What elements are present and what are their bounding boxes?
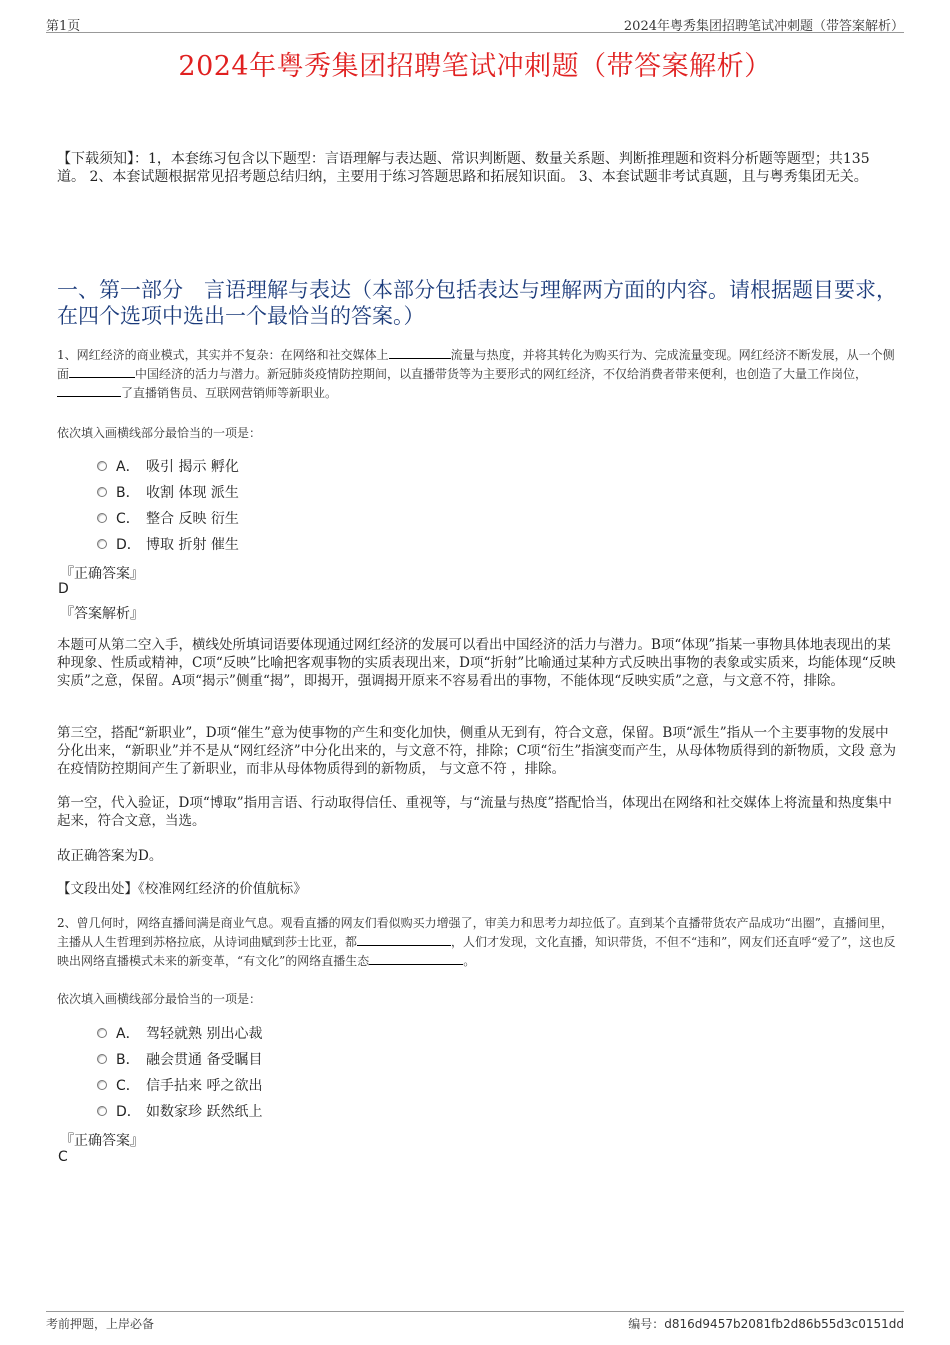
- radio-icon[interactable]: [97, 461, 107, 471]
- question-2-prompt: 依次填入画横线部分最恰当的一项是：: [57, 992, 262, 1006]
- question-2-part-3: 。: [463, 954, 476, 968]
- radio-icon[interactable]: [97, 1080, 107, 1090]
- question-2-text: [57, 914, 897, 971]
- fill-blank-1: [389, 346, 451, 359]
- analysis-paragraph: 本题可从第二空入手，横线处所填词语要体现通过网红经济的发展可以看出中国经济的活力与潜力。B项“体现”指某一事物具体地表现出的某种现象、性质或精神，C项“反映”比喻把客观事物的实质表现出来，D项“折射”比喻通过某种方式反映出事物的表象或实质来，均能体现“反映实质”之意，保留。A项“揭示”侧重“揭”，即揭开，强调揭开原来不容易看出的事物，不能体现“反映实质”之意，与文意不符，排除。: [57, 637, 896, 689]
- download-notice: 【下载须知】：1，本套练习包含以下题型：言语理解与表达题、常识判断题、数量关系题、判断推理题和资料分析题等题型；共135道。 2、本套试题根据常见招考题总结归纳，主要用于练习答题思路和拓展知识面。 3、本套试题非考试真题，且与粤秀集团无关。: [57, 151, 870, 185]
- correct-answer: D: [58, 581, 69, 597]
- option-letter: C．: [116, 1078, 140, 1094]
- radio-icon[interactable]: [97, 539, 107, 549]
- option-a[interactable]: [97, 1020, 262, 1046]
- header-doc-title: 2024年粤秀集团招聘笔试冲刺题（带答案解析）: [623, 19, 904, 34]
- document-code: [628, 1315, 904, 1332]
- radio-icon[interactable]: [97, 1106, 107, 1116]
- fill-blank-3: [57, 384, 121, 397]
- question-2-options: [97, 1020, 262, 1124]
- analysis-conclusion: 故正确答案为D。: [57, 848, 163, 864]
- answer-label: 『正确答案』: [60, 566, 144, 582]
- option-letter: D．: [116, 1104, 141, 1120]
- section-title: 一、第一部分 言语理解与表达（本部分包括表达与理解两方面的内容。请根据题目要求，在四个选项中选出一个最恰当的答案。）: [57, 278, 897, 328]
- option-text: 驾轻就熟 别出心裁: [146, 1026, 263, 1042]
- option-text: 信手拈来 呼之欲出: [146, 1078, 263, 1094]
- radio-icon[interactable]: [97, 513, 107, 523]
- question-2-part-1: 2、曾几何时，网络直播间满是商业气息。观看直播的网友们看似购买力增强了，审美力和思考力却拉低了。直到某个直播带货农产品成功“出圈”，直播间里，主播从人生哲理到苏格拉底，从诗词曲赋到莎士比亚，都: [57, 916, 893, 949]
- code-label: 编号：: [628, 1317, 665, 1331]
- radio-icon[interactable]: [97, 1054, 107, 1064]
- question-1-part-2: 流量与热度，并将其转化为购买行为、完成流量变现。网红经济不断发展，从一个侧面: [57, 348, 895, 381]
- footer-slogan: 考前押题，上岸必备: [46, 1317, 155, 1331]
- question-1-part-1: 1、网红经济的商业模式，其实并不复杂：在网络和社交媒体上: [57, 348, 389, 362]
- option-letter: C．: [116, 511, 140, 527]
- option-letter: B．: [116, 485, 140, 501]
- option-d[interactable]: [97, 531, 239, 557]
- option-text: 吸引 揭示 孵化: [146, 459, 239, 475]
- question-1-part-4: 了直播销售员、互联网营销师等新职业。: [121, 386, 338, 400]
- question-1-prompt: 依次填入画横线部分最恰当的一项是：: [57, 426, 262, 440]
- option-a[interactable]: [97, 453, 239, 479]
- option-b[interactable]: [97, 479, 239, 505]
- fill-blank-2: [69, 365, 135, 378]
- option-c[interactable]: [97, 505, 239, 531]
- analysis-label: 『答案解析』: [60, 606, 144, 622]
- question-1-options: [97, 453, 239, 557]
- question-1-part-3: 中国经济的活力与潜力。新冠肺炎疫情防控期间，以直播带货等为主要形式的网红经济，不仅给消费者带来便利，也创造了大量工作岗位，: [135, 367, 868, 381]
- page-title: 2024年粤秀集团招聘笔试冲刺题（带答案解析）: [178, 51, 772, 82]
- option-letter: A．: [116, 459, 140, 475]
- option-letter: A．: [116, 1026, 140, 1042]
- question-1-text: [57, 346, 897, 403]
- page-footer: [46, 1311, 904, 1332]
- option-letter: D．: [116, 537, 141, 553]
- radio-icon[interactable]: [97, 1028, 107, 1038]
- option-text: 如数家珍 跃然纸上: [146, 1104, 263, 1120]
- analysis-paragraph: 第三空，搭配“新职业”，D项“催生”意为使事物的产生和变化加快，侧重从无到有，符合文意，保留。B项“派生”指从一个主要事物的发展中分化出来，“新职业”并不是从“网红经济”中分化出来的，与文意不符，排除；C项“衍生”指演变而产生，从母体物质得到的新物质，文段 意为 在疫情防控期间产生了新职业，而非从母体物质得到的新物质， 与文意不符 ，排除。: [57, 725, 897, 777]
- option-text: 整合 反映 衍生: [146, 511, 239, 527]
- source-reference: 【文段出处】《校准网红经济的价值航标》: [57, 881, 307, 897]
- option-d[interactable]: [97, 1098, 262, 1124]
- correct-answer: C: [58, 1149, 68, 1165]
- code-value: d816d9457b2081fb2d86b55d3c0151dd: [664, 1317, 904, 1331]
- radio-icon[interactable]: [97, 487, 107, 497]
- option-text: 收割 体现 派生: [146, 485, 239, 501]
- option-letter: B．: [116, 1052, 140, 1068]
- fill-blank-1: [357, 933, 451, 946]
- option-c[interactable]: [97, 1072, 262, 1098]
- option-text: 融会贯通 备受瞩目: [146, 1052, 263, 1068]
- option-text: 博取 折射 催生: [146, 537, 239, 553]
- analysis-paragraph: 第一空，代入验证，D项“博取”指用言语、行动取得信任、重视等，与“流量与热度”搭配恰当，体现出在网络和社交媒体上将流量和热度集中起来，符合文意，当选。: [57, 795, 892, 829]
- answer-label: 『正确答案』: [60, 1133, 144, 1149]
- option-b[interactable]: [97, 1046, 262, 1072]
- page-header: [46, 14, 904, 33]
- page-number: 第1页: [46, 19, 81, 34]
- question-2-part-2: ，人们才发现，文化直播，知识带货，不但不“违和”，网友们还直呼“爱了”，这也反映出网络直播模式未来的新变革，“有文化”的网络直播生态: [57, 935, 896, 968]
- fill-blank-2: [369, 952, 463, 965]
